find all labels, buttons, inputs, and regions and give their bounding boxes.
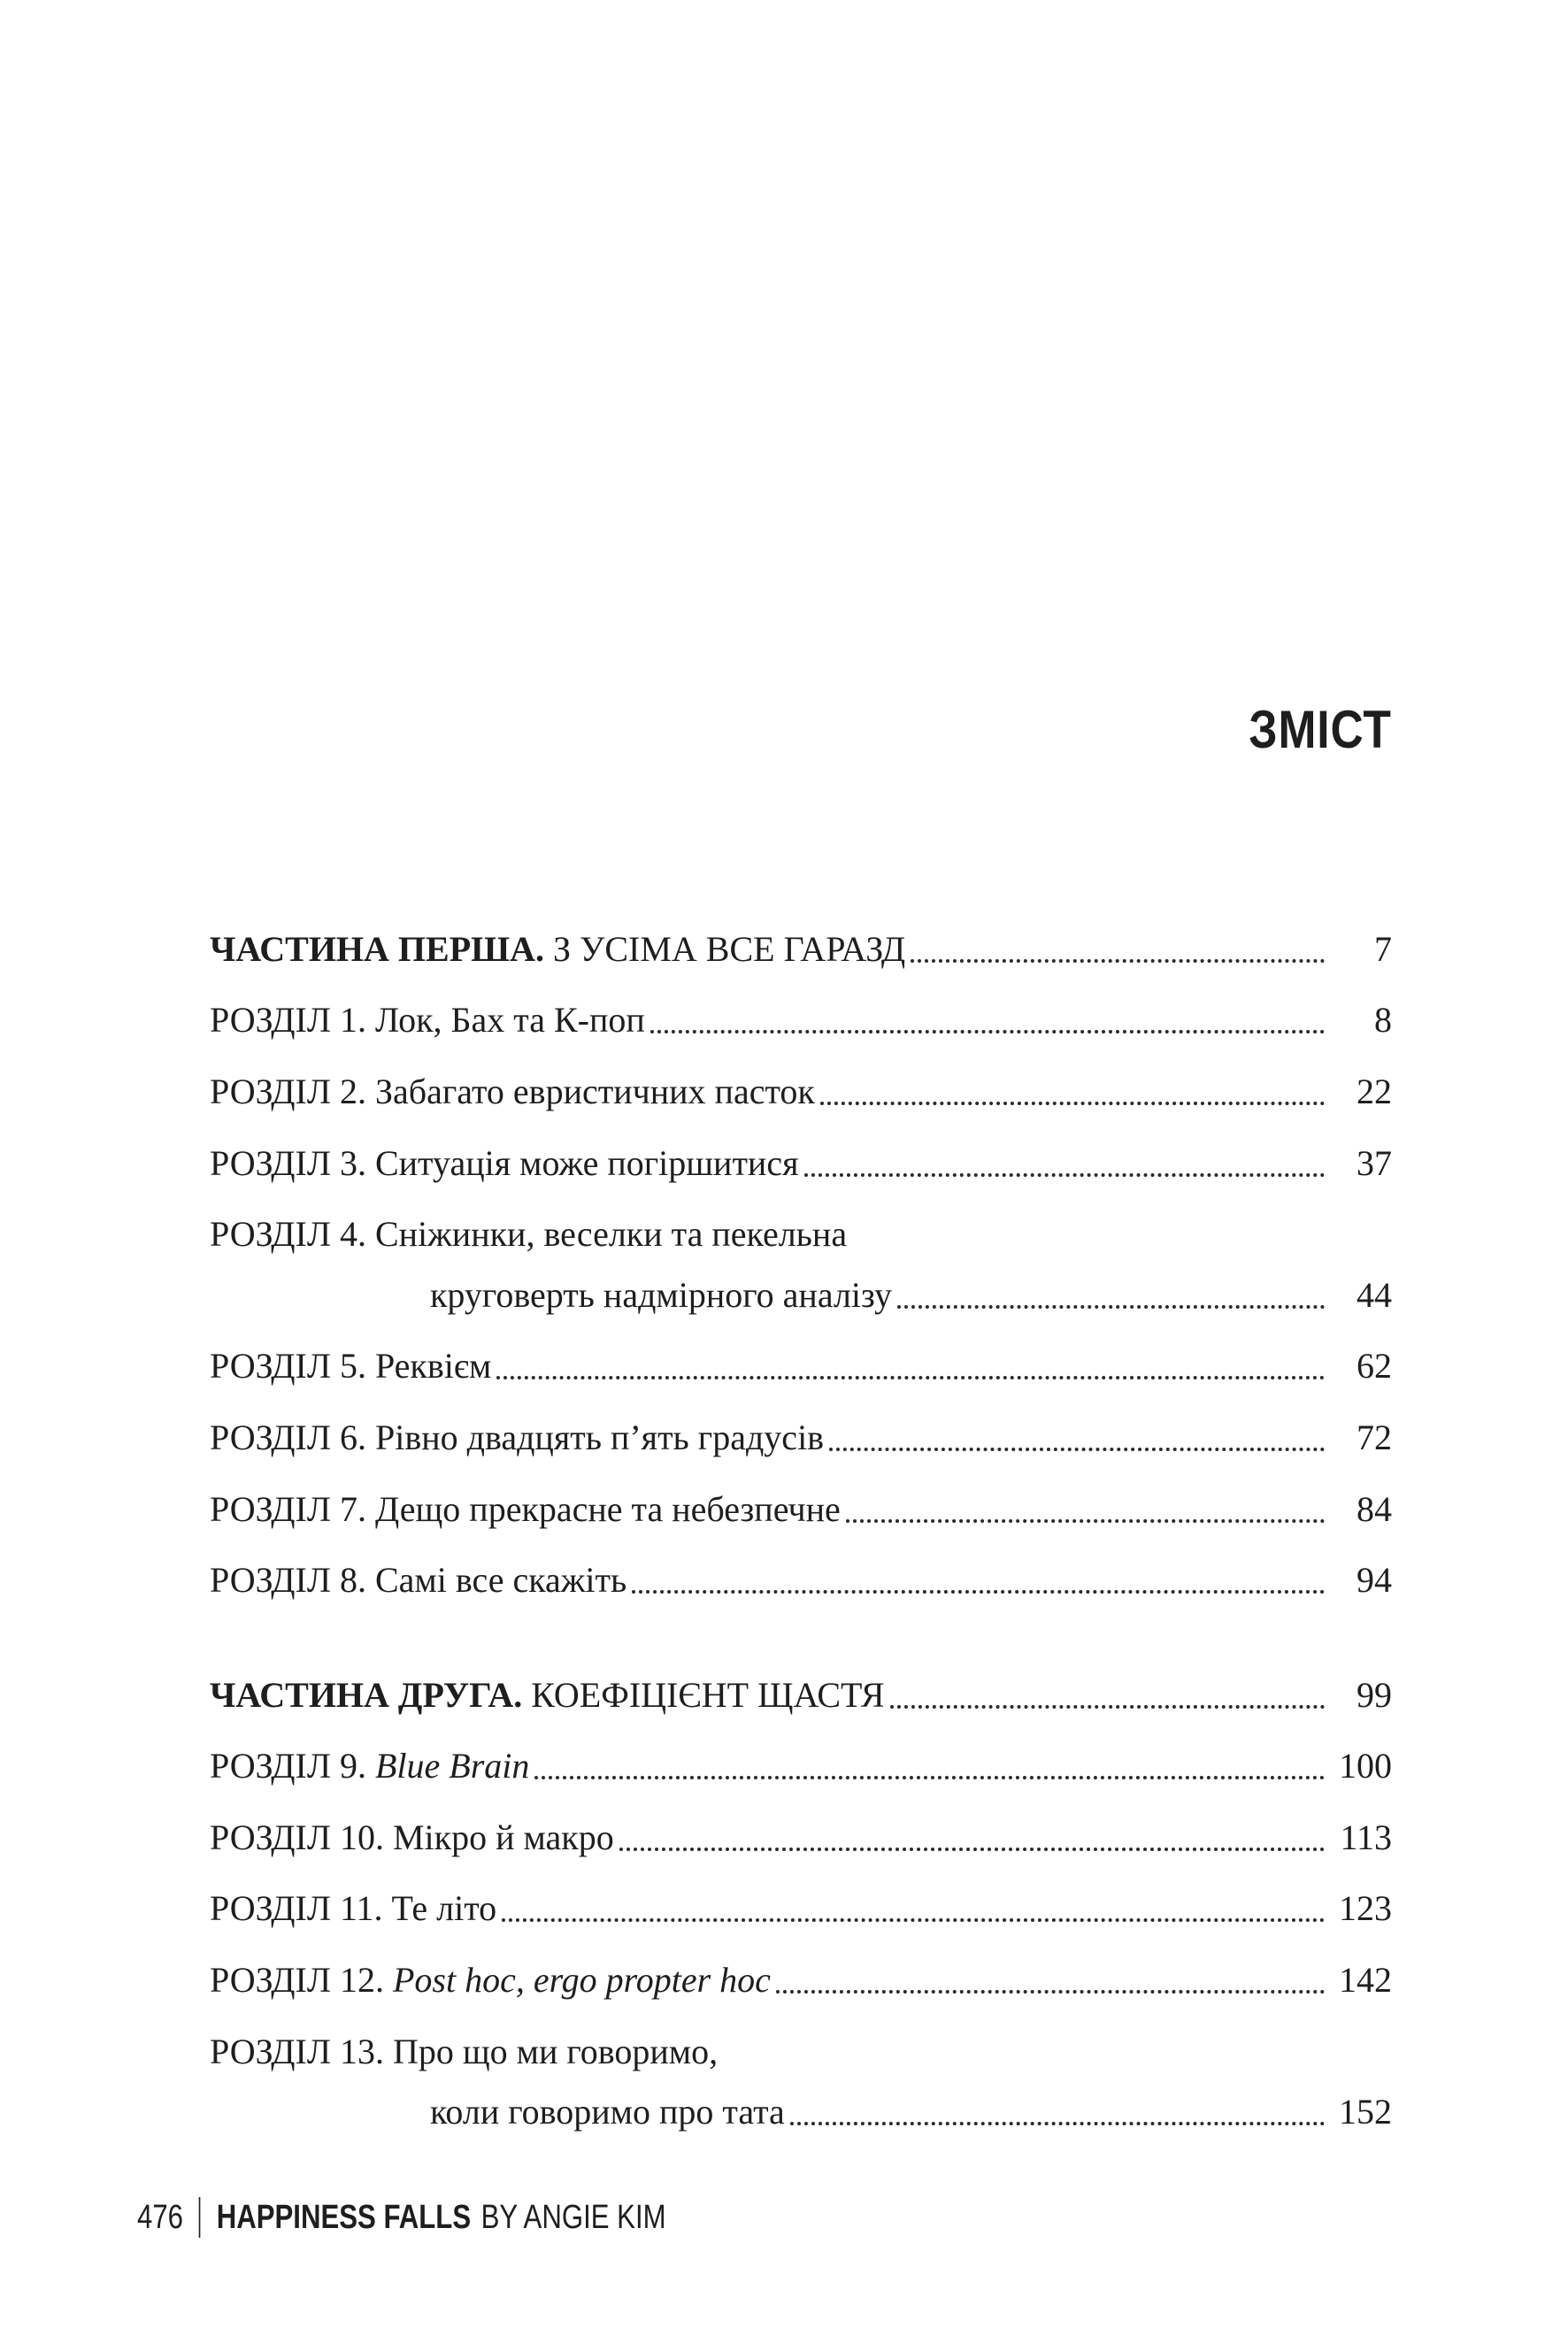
dot-leader <box>820 1084 1325 1105</box>
page-number: 123 <box>1339 1888 1392 1928</box>
toc-chapter-4-line-2[interactable]: круговерть надмірного аналізу 44 <box>430 1275 1392 1315</box>
toc-part-2[interactable] <box>210 1663 1392 1716</box>
page-number: 94 <box>1357 1560 1392 1600</box>
dot-leader <box>829 1430 1325 1451</box>
page-number: 8 <box>1374 1000 1392 1040</box>
toc-chapter-7[interactable]: РОЗДІЛ 7. Дещо прекрасне та небезпечне 84 <box>210 1489 1392 1529</box>
page-number: 152 <box>1339 2092 1392 2132</box>
page-number: 37 <box>1357 1143 1392 1183</box>
toc-chapter-11[interactable]: РОЗДІЛ 11. Те літо 123 <box>210 1888 1392 1928</box>
footer-book-title: HAPPINESS FALLS <box>216 2198 472 2236</box>
dot-leader <box>790 2104 1325 2125</box>
toc-part-1-label: ЧАСТИНА ПЕРША. З УСІМА ВСЕ ГАРАЗД <box>210 929 906 969</box>
page-number: 44 <box>1357 1275 1392 1315</box>
toc-part-2-label: ЧАСТИНА ДРУГА. КОЕФІЦІЄНТ ЩАСТЯ <box>210 1675 885 1715</box>
page-number: 142 <box>1339 1960 1392 2000</box>
toc-part-1[interactable] <box>210 917 1392 970</box>
dot-leader <box>496 1358 1325 1379</box>
dot-leader <box>534 1758 1325 1779</box>
running-footer <box>137 2195 666 2240</box>
toc-chapter-13-line-2[interactable]: коли говоримо про тата 152 <box>430 2092 1392 2132</box>
dot-leader <box>632 1572 1325 1594</box>
page-number: 113 <box>1340 1817 1392 1857</box>
toc-chapter-5[interactable]: РОЗДІЛ 5. Реквієм 62 <box>210 1346 1392 1386</box>
dot-leader <box>911 941 1325 963</box>
page-number: 100 <box>1339 1746 1392 1786</box>
footer-page-number: 476 <box>137 2198 183 2236</box>
toc-chapter-9[interactable]: РОЗДІЛ 9. Blue Brain 100 <box>210 1746 1392 1786</box>
page-number: 72 <box>1357 1418 1392 1457</box>
page-title: ЗМІСТ <box>1249 700 1392 759</box>
footer-byline: BY ANGIE KIM <box>480 2198 666 2236</box>
dot-leader <box>804 1156 1326 1177</box>
dot-leader <box>619 1830 1325 1851</box>
footer-divider <box>199 2197 201 2238</box>
toc-chapter-6[interactable]: РОЗДІЛ 6. Рівно двадцять п’ять градусів 72 <box>210 1418 1392 1457</box>
page-number: 84 <box>1357 1489 1392 1529</box>
toc-chapter-8[interactable]: РОЗДІЛ 8. Самі все скажіть 94 <box>210 1560 1392 1600</box>
dot-leader <box>502 1901 1325 1922</box>
toc-chapter-1[interactable]: РОЗДІЛ 1. Лок, Бах та К-поп 8 <box>210 1000 1392 1040</box>
page-number: 99 <box>1357 1675 1392 1715</box>
dot-leader <box>650 1012 1325 1033</box>
dot-leader <box>890 1687 1325 1709</box>
toc-chapter-3[interactable]: РОЗДІЛ 3. Ситуація може погіршитися 37 <box>210 1143 1392 1183</box>
toc-chapter-4[interactable]: РОЗДІЛ 4. Сніжинки, веселки та пекельна <box>210 1214 848 1254</box>
page-number: 22 <box>1357 1072 1392 1111</box>
dot-leader <box>846 1502 1325 1523</box>
dot-leader <box>897 1287 1325 1309</box>
toc-chapter-10[interactable]: РОЗДІЛ 10. Мікро й макро 113 <box>210 1817 1392 1857</box>
page-number: 62 <box>1357 1346 1392 1386</box>
toc-chapter-12[interactable]: РОЗДІЛ 12. Post hoc, ergo propter hoc 142 <box>210 1960 1392 2000</box>
page-number: 7 <box>1374 929 1392 969</box>
dot-leader <box>776 1972 1325 1994</box>
toc-chapter-13[interactable]: РОЗДІЛ 13. Про що ми говоримо, <box>210 2032 719 2071</box>
toc-chapter-2[interactable]: РОЗДІЛ 2. Забагато евристичних пасток 22 <box>210 1072 1392 1111</box>
